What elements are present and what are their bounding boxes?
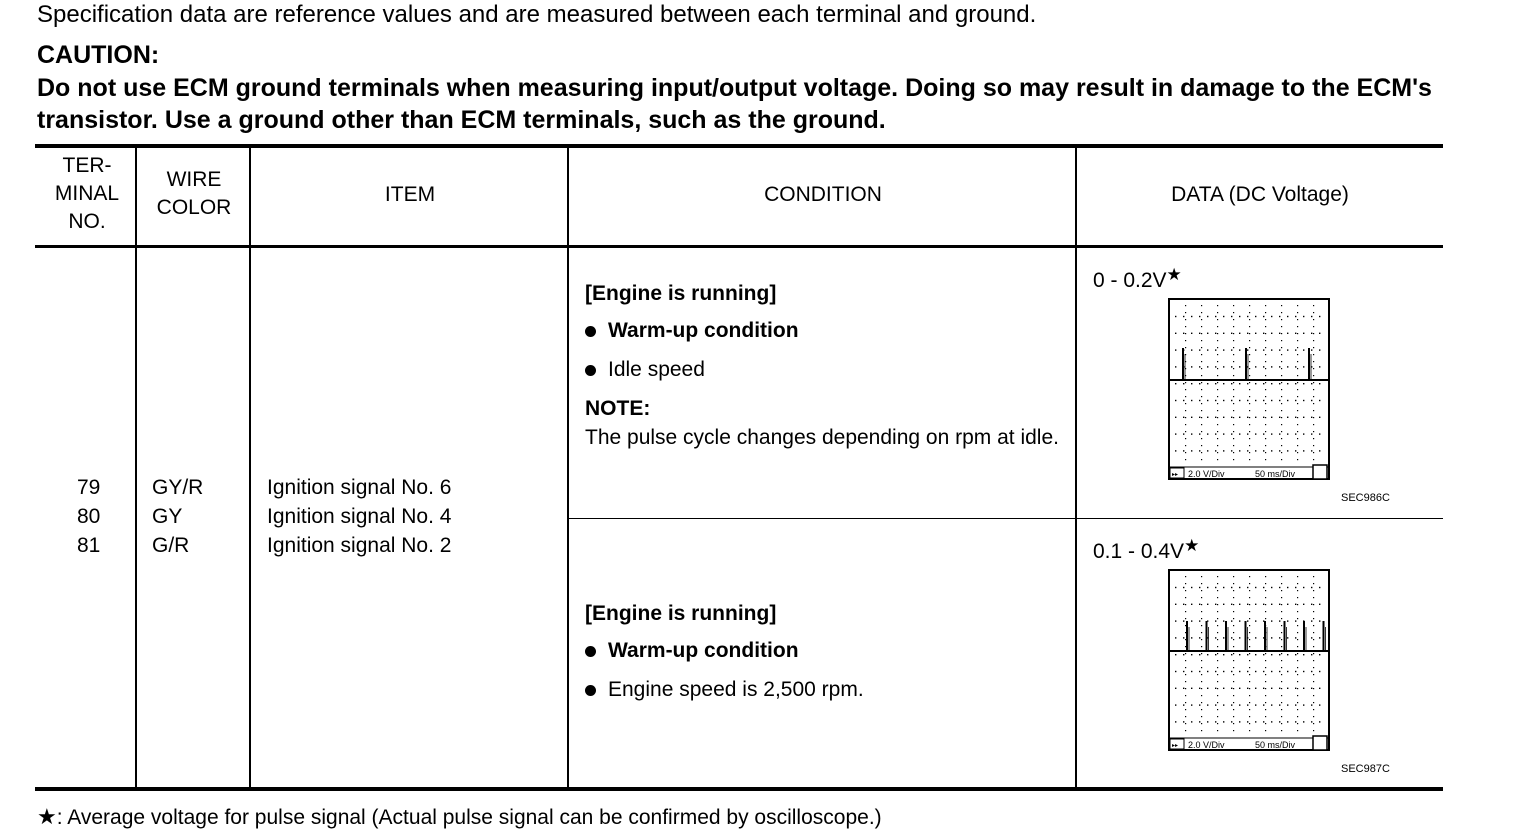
footnote-text: : Average voltage for pulse signal (Actual pulse signal can be confirmed by oscilloscope.) xyxy=(56,806,882,829)
voltage-value-1 xyxy=(1093,262,1182,294)
star-icon: ★ xyxy=(37,804,57,829)
condition-bullet xyxy=(585,637,864,665)
condition-bullet xyxy=(585,317,1075,345)
terminal-no: 80 xyxy=(77,505,101,528)
footnote xyxy=(37,802,882,833)
item-label: Ignition signal No. 2 xyxy=(267,534,452,557)
caution-title: CAUTION: xyxy=(37,41,160,69)
table-top-rule xyxy=(35,144,1443,148)
header-condition: CONDITION xyxy=(764,183,882,206)
oscilloscope-waveform xyxy=(1166,567,1332,753)
column-divider xyxy=(249,147,251,788)
oscilloscope-waveform xyxy=(1166,296,1332,482)
note-title: NOTE: xyxy=(585,397,651,420)
channel-icon-glyph: ▸▸ xyxy=(1172,743,1179,749)
column-divider xyxy=(1075,147,1077,788)
table-header-rule xyxy=(35,245,1443,248)
terminal-no: 79 xyxy=(77,476,101,499)
bullet-text: Warm-up condition xyxy=(608,319,799,342)
volt-div-label: 2.0 V/Div xyxy=(1188,740,1225,750)
figure-code: SEC986C xyxy=(1341,492,1390,504)
voltage-text: 0 - 0.2V xyxy=(1093,269,1167,292)
bullet-text: Engine speed is 2,500 rpm. xyxy=(608,678,864,701)
table-row-divider xyxy=(568,518,1443,519)
scope-corner-box xyxy=(1313,465,1327,479)
bullet-icon xyxy=(585,365,596,376)
condition-bullet xyxy=(585,356,1075,384)
header-item: ITEM xyxy=(384,183,436,206)
condition-heading: [Engine is running] xyxy=(585,602,777,625)
column-divider xyxy=(567,147,569,788)
condition-cell-1 xyxy=(585,280,1075,452)
bullet-icon xyxy=(585,646,596,657)
channel-icon-glyph: ▸▸ xyxy=(1172,472,1179,478)
table-bottom-rule xyxy=(35,787,1443,791)
header-data: DATA (DC Voltage) xyxy=(1171,183,1349,206)
note-text: The pulse cycle changes depending on rpm at idle. xyxy=(585,426,1059,449)
time-div-label: 50 ms/Div xyxy=(1255,469,1296,479)
star-icon: ★ xyxy=(1184,536,1200,555)
time-div-label: 50 ms/Div xyxy=(1255,740,1296,750)
caution-text: Do not use ECM ground terminals when measuring input/output voltage. Doing so may result in damage to the ECM's transistor. Use a ground other than ECM terminals, such as the ground. xyxy=(37,74,1432,134)
wire-color-cell xyxy=(152,473,203,560)
item-cell xyxy=(267,473,451,560)
condition-cell-2 xyxy=(585,600,864,715)
voltage-value-2 xyxy=(1093,533,1199,565)
bullet-text: Warm-up condition xyxy=(608,639,799,662)
wire-color: G/R xyxy=(152,534,190,557)
wire-color: GY/R xyxy=(152,476,204,499)
bullet-icon xyxy=(585,326,596,337)
wire-color: GY xyxy=(152,505,183,528)
item-label: Ignition signal No. 4 xyxy=(267,505,452,528)
item-label: Ignition signal No. 6 xyxy=(267,476,452,499)
figure-code: SEC987C xyxy=(1341,763,1390,775)
bullet-icon xyxy=(585,685,596,696)
terminal-no-cell xyxy=(77,473,100,560)
header-terminal-no: TER- MINAL NO. xyxy=(54,154,120,233)
terminal-no: 81 xyxy=(77,534,101,557)
voltage-text: 0.1 - 0.4V xyxy=(1093,540,1185,563)
column-divider xyxy=(135,147,137,788)
condition-bullet xyxy=(585,676,864,704)
header-wire-color: WIRE COLOR xyxy=(156,168,232,219)
volt-div-label: 2.0 V/Div xyxy=(1188,469,1225,479)
intro-text: Specification data are reference values and are measured between each terminal and ground. xyxy=(37,1,1037,28)
bullet-text: Idle speed xyxy=(608,358,705,381)
scope-corner-box xyxy=(1313,736,1327,750)
star-icon: ★ xyxy=(1166,265,1182,284)
condition-heading: [Engine is running] xyxy=(585,282,777,305)
